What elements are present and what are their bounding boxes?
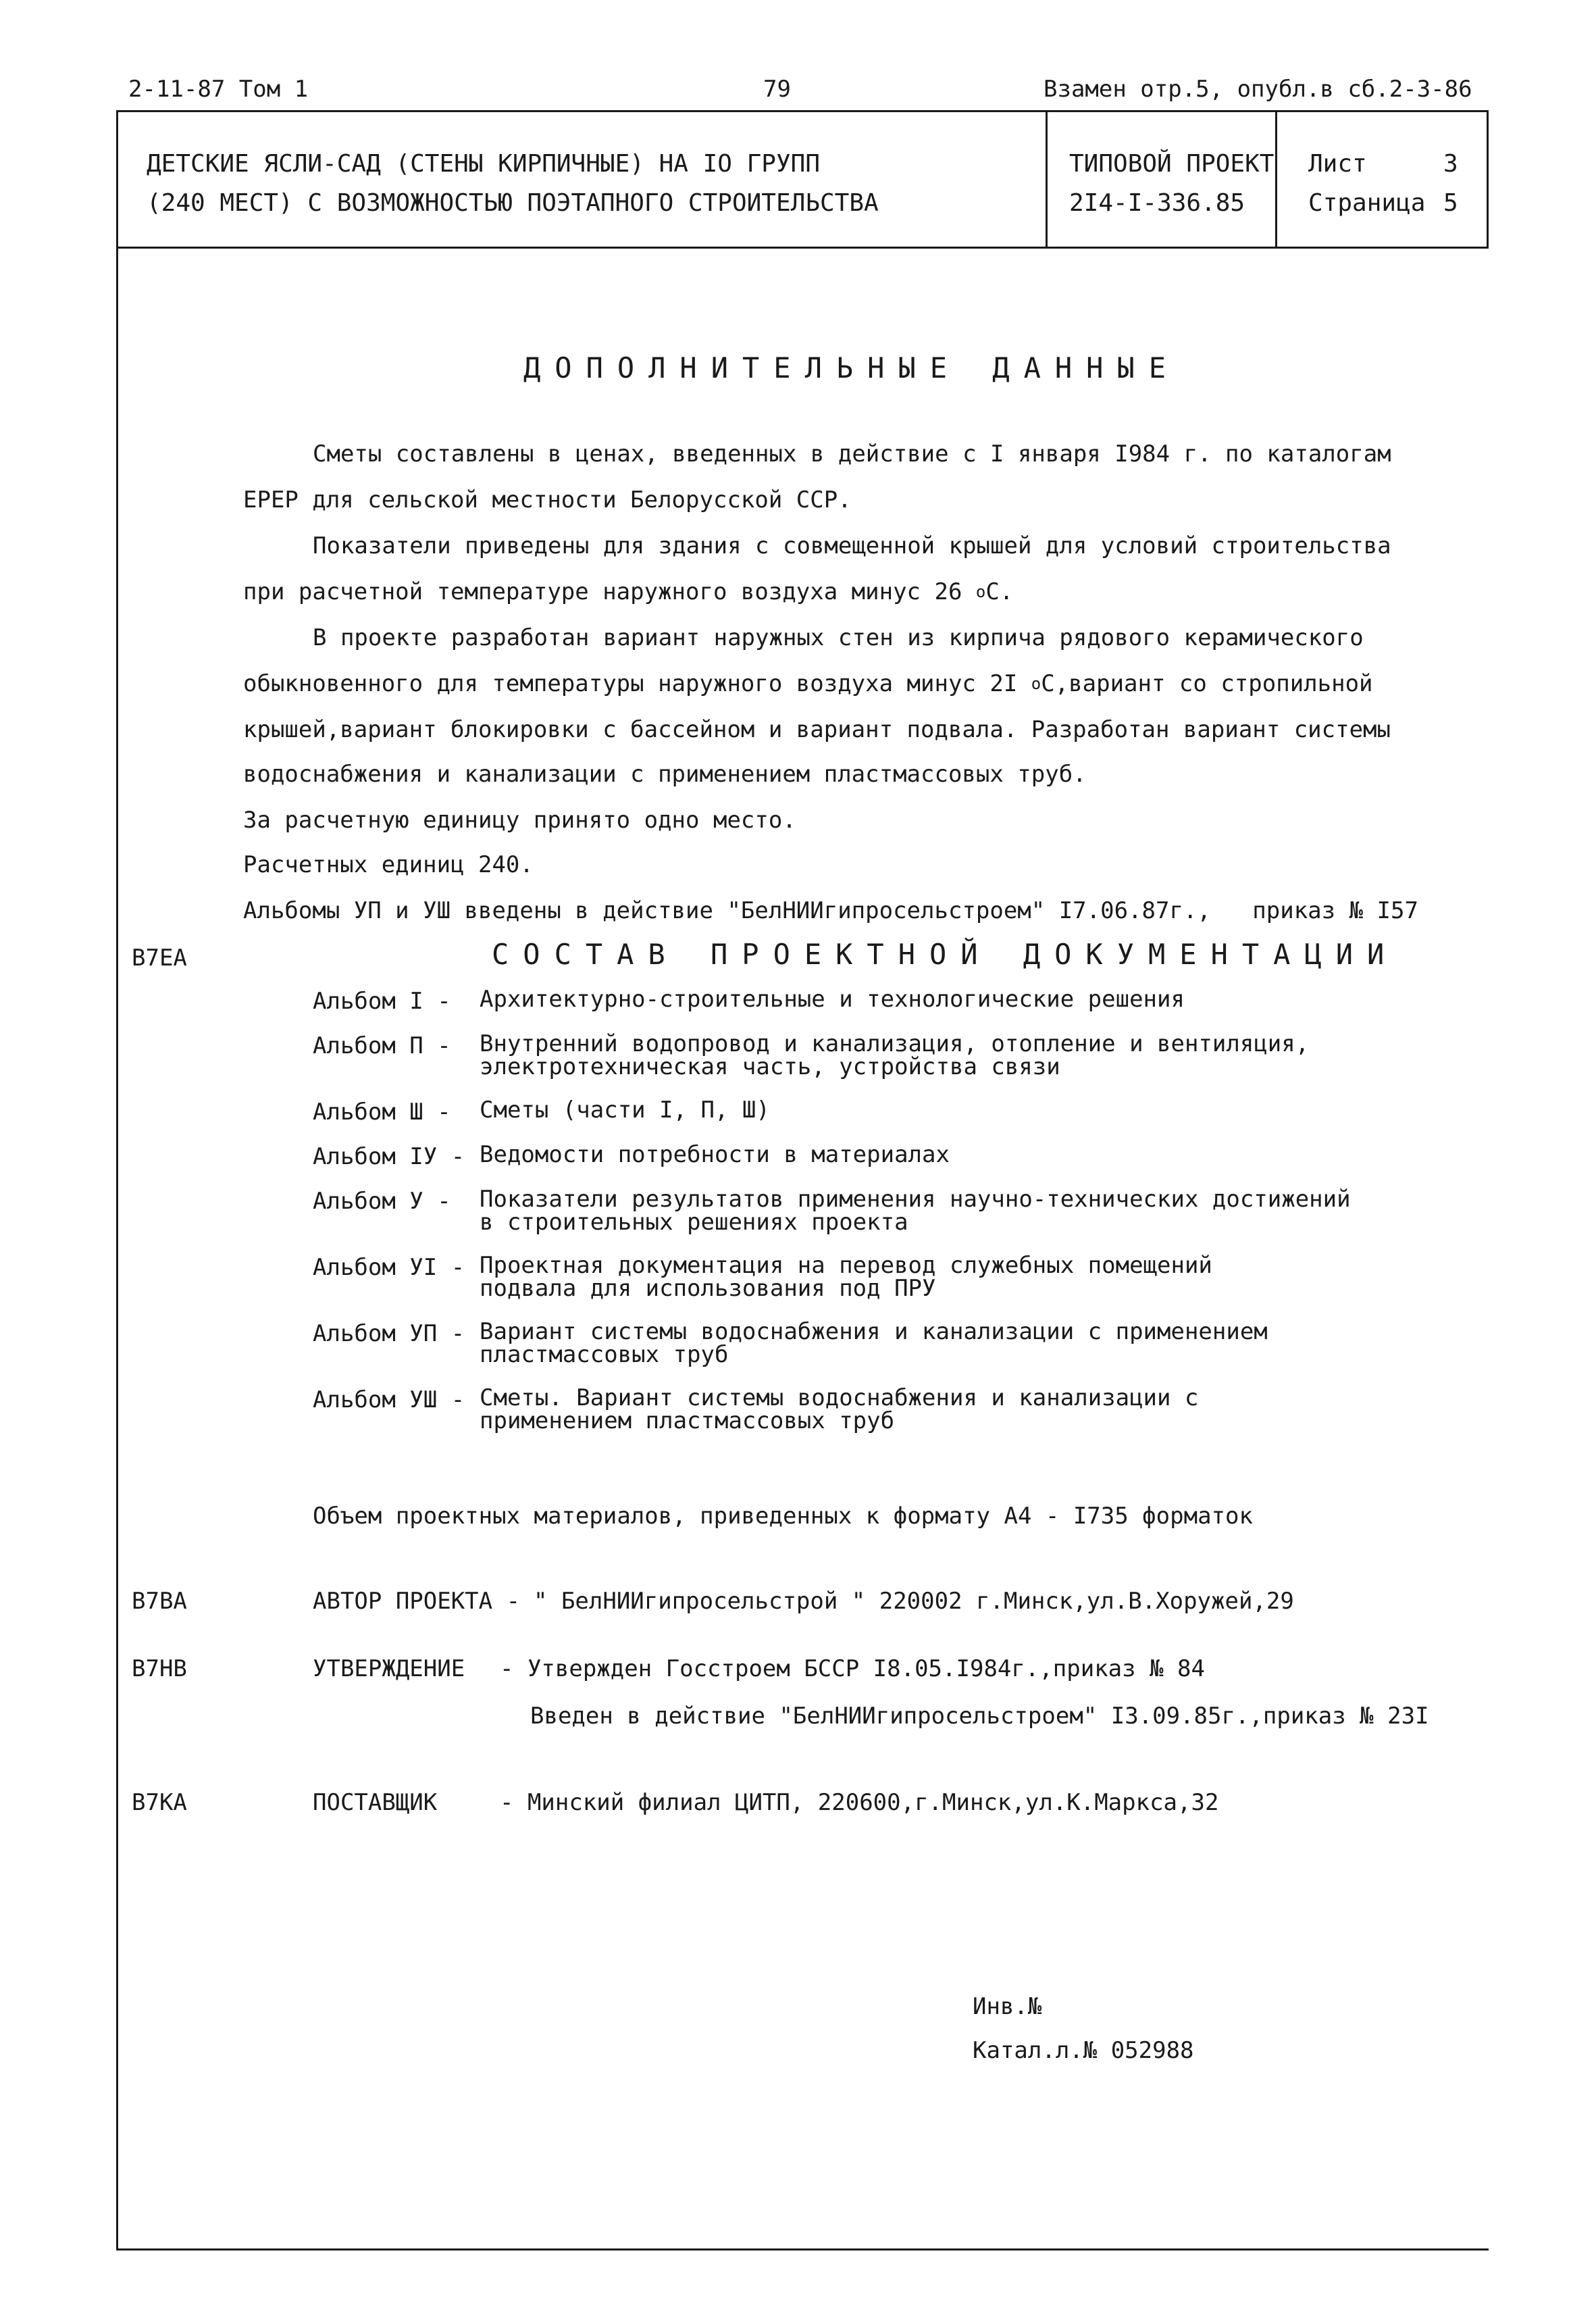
inventory-number: Инв.№ (973, 1993, 1042, 2020)
paragraph-line: В проекте разработан вариант наружных стен из кирпича рядового керамического (313, 624, 1364, 651)
code-marker: В7НВ (132, 1655, 187, 1682)
frame-bottom-border (116, 2248, 1489, 2250)
paragraph-line: Расчетных единиц 240. (243, 851, 534, 878)
section-title-composition: СОСТАВ ПРОЕКТНОЙ ДОКУМЕНТАЦИИ (492, 938, 1399, 971)
album-text: Вариант системы водоснабжения и канализации с применением пластмассовых труб (480, 1318, 1268, 1368)
album-label: Альбом УП - (313, 1320, 465, 1347)
album-label: Альбом IУ - (313, 1143, 465, 1170)
approval-label: УТВЕРЖДЕНИЕ (313, 1655, 465, 1682)
section-title-additional: ДОПОЛНИТЕЛЬНЫЕ ДАННЫЕ (523, 351, 1181, 384)
header-title-line2: (240 МЕСТ) С ВОЗМОЖНОСТЬЮ ПОЭТАПНОГО СТРОИТЕЛЬСТВА (147, 189, 879, 217)
project-label: ТИПОВОЙ ПРОЕКТ (1069, 150, 1275, 178)
paragraph-line: ЕРЕР для сельской местности Белорусской ССР. (243, 486, 852, 513)
album-text: Сметы. Вариант системы водоснабжения и канализации с применением пластмассовых труб (480, 1384, 1199, 1434)
replacement-note: Взамен отр.5, опубл.в сб.2-3-86 (1044, 76, 1472, 103)
paragraph-line: Сметы составлены в ценах, введенных в действие с I января I984 г. по каталогам (313, 441, 1391, 468)
page-value: 5 (1443, 189, 1458, 217)
code-marker: В7ЕА (132, 945, 187, 972)
catalog-number: Катал.л.№ 052988 (973, 2037, 1194, 2064)
album-label: Альбом У - (313, 1188, 451, 1215)
divider (1046, 112, 1048, 247)
author-text: " БелНИИгипросельстрой " 220002 г.Минск,ул.В.Хоружей,29 (534, 1588, 1294, 1615)
approval-line2: Введен в действие "БелНИИгипросельстроем" I3.09.85г.,приказ № 23I (530, 1703, 1429, 1730)
code-marker: В7КА (132, 1789, 187, 1816)
paragraph-line: За расчетную единицу принято одно место. (243, 807, 796, 834)
album-label: Альбом I - (313, 988, 451, 1015)
frame-left-border (116, 249, 118, 2248)
paragraph-line: при расчетной температуре наружного воздуха минус 26 $^o$С. (243, 578, 1014, 605)
volume-note: Объем проектных материалов, приведенных к формату А4 - I735 форматок (313, 1503, 1253, 1530)
page-number: 79 (763, 76, 791, 103)
paragraph-line: Альбомы УП и УШ введены в действие "БелНИИгипросельстроем" I7.06.87г., приказ № I57 (243, 897, 1418, 924)
album-text: Архитектурно-строительные и технологические решения (480, 986, 1185, 1013)
divider (1275, 112, 1277, 247)
supplier-text: - Минский филиал ЦИТП, 220600,г.Минск,ул.К.Маркса,32 (500, 1789, 1219, 1816)
paragraph-line: водоснабжения и канализации с применением пластмассовых труб. (243, 761, 1087, 788)
album-label: Альбом П - (313, 1032, 451, 1059)
author-label: АВТОР ПРОЕКТА - (313, 1588, 521, 1615)
code-marker: В7ВА (132, 1588, 187, 1615)
header-title-line1: ДЕТСКИЕ ЯСЛИ-САД (СТЕНЫ КИРПИЧНЫЕ) НА IO ГРУПП (147, 150, 820, 178)
title-block (116, 110, 1489, 249)
album-text: Ведомости потребности в материалах (480, 1141, 950, 1168)
paragraph-line: обыкновенного для температуры наружного воздуха минус 2I $^o$С,вариант со стропильной (243, 670, 1373, 697)
album-label: Альбом УI - (313, 1254, 465, 1281)
sheet-value: 3 (1443, 150, 1458, 178)
approval-line1: - Утвержден Госстроем БССР I8.05.I984г.,приказ № 84 (500, 1655, 1205, 1682)
page-label: Страница (1308, 189, 1426, 217)
paragraph-line: Показатели приведены для здания с совмещенной крышей для условий строительства (313, 532, 1391, 559)
album-label: Альбом Ш - (313, 1099, 451, 1126)
album-label: Альбом УШ - (313, 1386, 465, 1413)
supplier-label: ПОСТАВЩИК (313, 1789, 438, 1816)
paragraph-line: крышей,вариант блокировки с бассейном и вариант подвала. Разработан вариант системы (243, 716, 1391, 743)
sheet-label: Лист (1308, 150, 1367, 178)
album-text: Внутренний водопровод и канализация, отопление и вентиляция, электротехническая часть, устройства связи (480, 1030, 1310, 1080)
album-text: Проектная документация на перевод служебных помещений подвала для использования под ПРУ (480, 1252, 1212, 1302)
album-text: Показатели результатов применения научно-технических достижений в строительных решениях проекта (480, 1186, 1351, 1236)
album-text: Сметы (части I, П, Ш) (480, 1097, 770, 1124)
project-number: 2I4-I-336.85 (1069, 189, 1245, 217)
doc-ref: 2-11-87 Том 1 (128, 76, 309, 103)
